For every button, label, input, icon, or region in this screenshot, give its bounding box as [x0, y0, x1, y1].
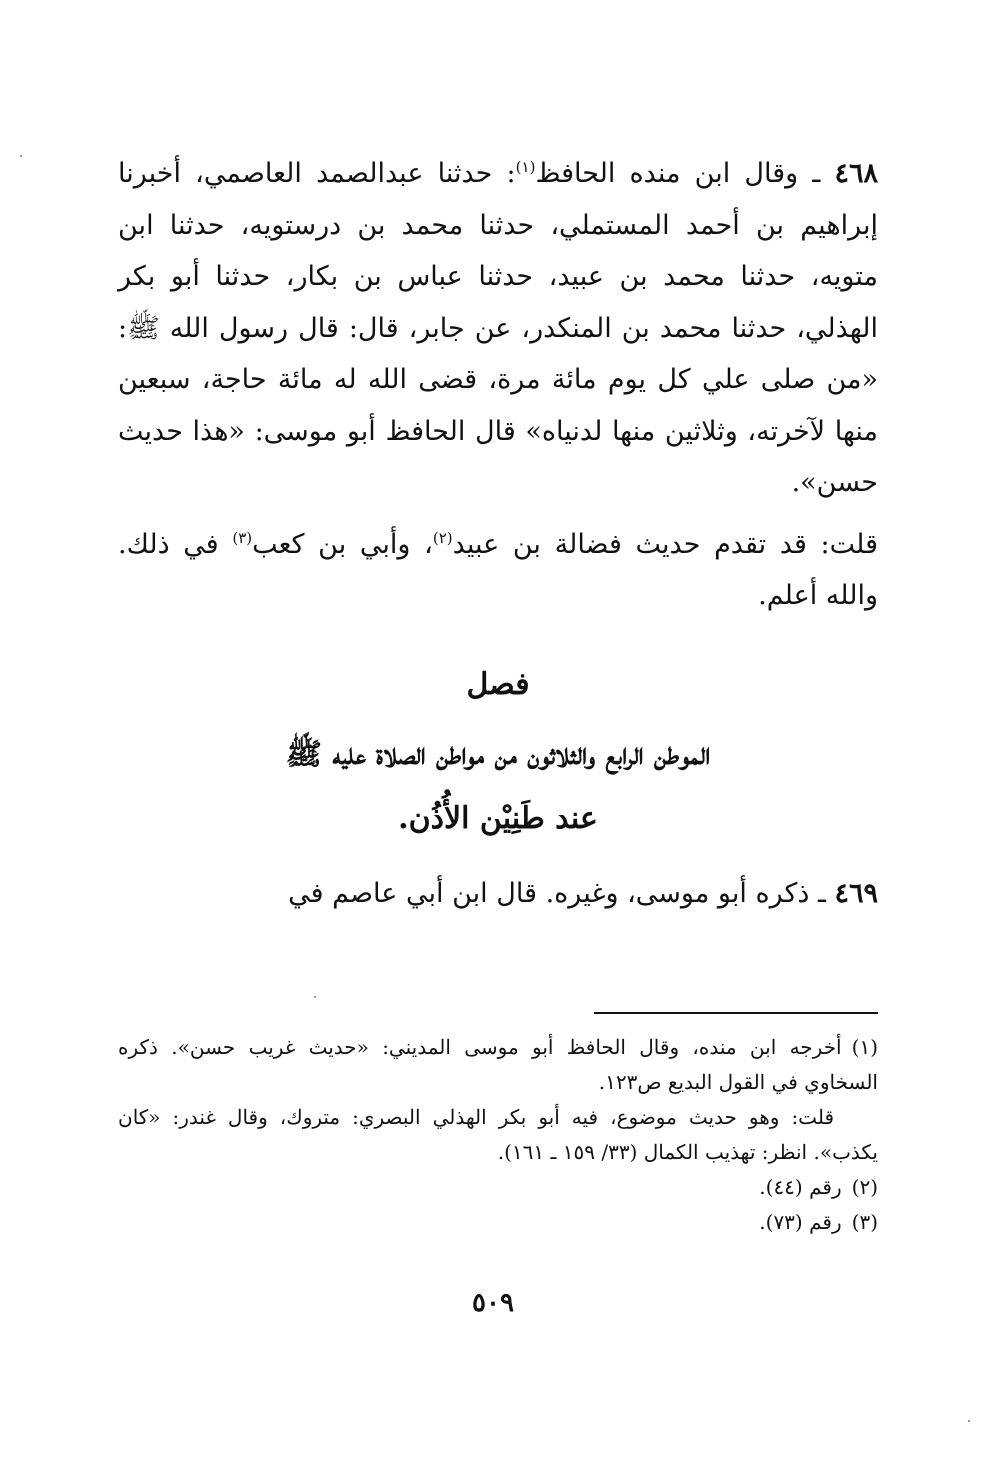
- footnote-ref-3[interactable]: (٣): [232, 528, 253, 547]
- hadith-469: [118, 868, 878, 920]
- scan-speck: [968, 1420, 970, 1422]
- footnote-ref-2[interactable]: (٢): [432, 528, 453, 547]
- section-title: فصل: [466, 666, 530, 702]
- comment-part-b: ، وأبي بن كعب: [252, 528, 433, 560]
- page-number: ٥٠٩: [472, 1288, 514, 1318]
- footnote-ref-1[interactable]: (١): [515, 158, 536, 176]
- hadith-intro: ـ وقال ابن منده الحافظ: [535, 158, 821, 189]
- footnotes: [118, 1030, 878, 1240]
- comment-part-a: قلت: قد تقدم حديث فضالة بن عبيد: [452, 528, 879, 560]
- footnote-1: [118, 1030, 878, 1100]
- scan-speck: [314, 996, 316, 998]
- footnote-label: (٢): [851, 1175, 878, 1199]
- footnote-text: أخرجه ابن منده، وقال الحافظ أبو موسى المديني: «حديث غريب حسن». ذكره السخاوي في القول البديع ص١٢٣.: [118, 1035, 878, 1094]
- author-comment: [118, 519, 878, 622]
- footnote-2: [118, 1170, 878, 1205]
- hadith-468: [118, 148, 878, 509]
- main-text: [118, 148, 878, 919]
- comment-part-c: في ذلك. والله أعلم.: [118, 528, 878, 611]
- footnote-label: (٣): [851, 1210, 878, 1234]
- hadith-body: : حدثنا عبدالصمد العاصمي، أخبرنا إبراهيم بن أحمد المستملي، حدثنا محمد بن درستويه، حدثنا ابن متويه، حدثنا محمد بن عبيد، حدثنا عباس بن بكار، حدثنا أبو بكر الهذلي، حدثنا محمد بن المنكدر، عن جابر، قال: قال رسول الله ﷺ: «من صلى علي كل يوم مائة مرة، قضى الله له مائة حاجة، سبعين منها لآخرته، وثلاثين منها لدنياه» قال الحافظ أبو موسى: «هذا حديث حسن».: [118, 158, 878, 498]
- footnote-text: رقم (٧٣).: [759, 1210, 842, 1234]
- chapter-heading-line2: عند طَنِيْن الأُذُن.: [398, 800, 598, 836]
- hadith-number: ٤٦٨: [834, 158, 878, 189]
- hadith-number: ٤٦٩: [834, 877, 878, 909]
- hadith-body: ـ ذكره أبو موسى، وغيره. قال ابن أبي عاصم في: [288, 877, 826, 909]
- footnote-divider: [594, 1012, 878, 1014]
- footnote-label: (١): [851, 1035, 878, 1059]
- footnote-1-continuation: قلت: وهو حديث موضوع، فيه أبو بكر الهذلي البصري: متروك، وقال غندر: «كان يكذب». انظر: تهذيب الكمال (٣٣/ ١٥٩ ـ ١٦١).: [118, 1105, 878, 1164]
- footnote-3: [118, 1205, 878, 1240]
- chapter-heading-line1: الموطن الرابع والثلاثون من مواطن الصلاة عليه ﷺ: [285, 736, 711, 772]
- scan-speck: [20, 155, 22, 157]
- footnote-text: رقم (٤٤).: [759, 1175, 842, 1199]
